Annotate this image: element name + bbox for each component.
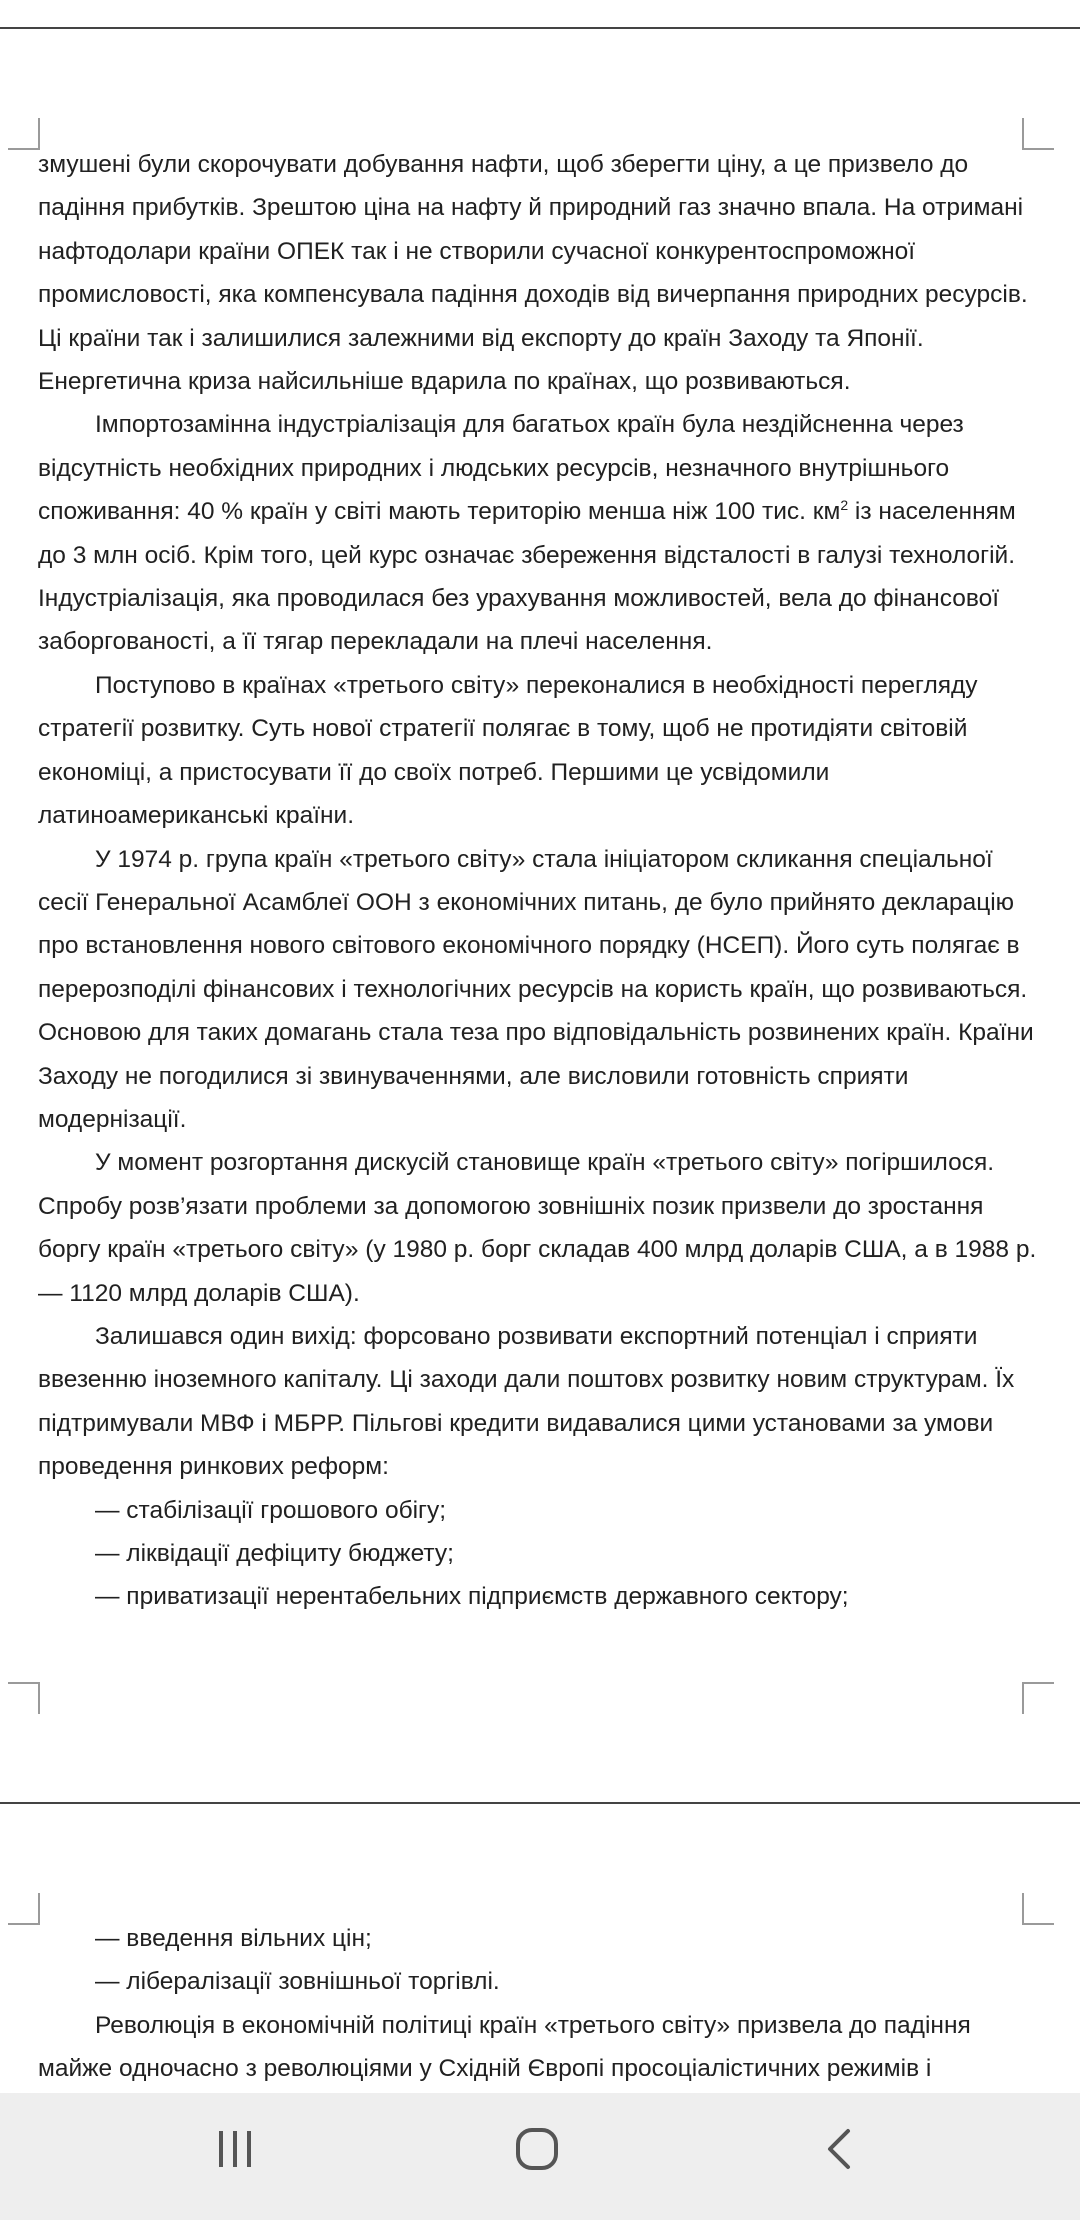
page1-corner-bottom-right	[1022, 1682, 1054, 1714]
page1-corner-top-left	[8, 118, 40, 150]
recent-apps-icon	[213, 2127, 257, 2171]
page2-body	[38, 1917, 1038, 2091]
recent-apps-button[interactable]	[195, 2119, 275, 2179]
list-item: — приватизації нерентабельних підприємств державного сектору;	[95, 1583, 849, 1611]
navigation-bar	[0, 2093, 1080, 2220]
page-separator-top	[0, 27, 1080, 29]
paragraph: Залишався один вихід: форсовано розвивати експортний потенціал і сприяти ввезенню іноземного капіталу. Ці заходи дали поштовх розвитку новим структурам. Їх підтримували МВФ і МБРР. Пільгові кредити видавалися цими установами за умови проведення ринкових реформ:	[38, 1322, 1015, 1481]
back-icon	[820, 2125, 860, 2173]
paragraph: Революція в економічній політиці країн «третього світу» призвела до падіння майже одночасно з революціями у Східній Європі просоціалістичних режимів і	[38, 2011, 971, 2083]
list-item: — лібералізації зовнішньої торгівлі.	[95, 1968, 500, 1996]
paragraph-text: Імпортозамінна індустріалізація для багатьох країн була нездійсненна через відсутність необхідних природних і людських ресурсів, незначного внутрішнього споживання: 40 % країн у світі мають територію менша ніж 100 тис. км	[38, 411, 964, 526]
home-icon	[513, 2125, 561, 2173]
paragraph	[38, 403, 1038, 663]
page2-corner-top-left	[8, 1893, 40, 1925]
paragraph: У момент розгортання дискусій становище країн «третього світу» погіршилося. Спробу розв’язати проблеми за допомогою зовнішніх позик призвели до зростання боргу країн «третього світу» (у 1980 р. борг складав 400 млрд доларів США, а в 1988 р. — 1120 млрд доларів США).	[38, 1149, 1037, 1307]
paragraph: змушені були скорочувати добування нафти, щоб зберегти ціну, а це призвело до падіння прибутків. Зрештою ціна на нафту й природний газ значно впала. На отримані нафтодолари країни ОПЕК так і не створили сучасної конкурентоспроможної промисловості, яка компенсувала падіння доходів від вичерпання природних ресурсів. Ці країни так і залишилися залежними від експорту до країн Заходу та Японії. Енергетична криза найсильніше вдарила по країнах, що розвиваються.	[38, 151, 1028, 396]
list-item: — ліквідації дефіциту бюджету;	[95, 1540, 454, 1567]
paragraph: У 1974 р. група країн «третього світу» стала ініціатором скликання спеціальної сесії Генеральної Асамблеї ООН з економічних питань, де було прийнято декларацію про встановлення нового світового економічного порядку (НСЕП). Його суть полягає в перерозподілі фінансових і технологічних ресурсів на користь країн, що розвиваються. Основою для таких домагань стала теза про відповідальність розвинених країн. Країни Заходу не погодилися зі звинуваченнями, але висловили готовність сприяти модернізації.	[38, 845, 1034, 1133]
list-item: — введення вільних цін;	[95, 1925, 372, 1952]
page-separator-middle	[0, 1802, 1080, 1804]
list-item: — стабілізації грошового обігу;	[95, 1496, 447, 1524]
paragraph-text: із населенням до 3 млн осіб. Крім того, цей курс означає збереження відсталості в галузі технологій. Індустріалізація, яка проводилася без урахування можливостей, вела до фінансової заборгованості, а її тягар перекладали на плечі населення.	[38, 498, 1016, 656]
page1-body	[38, 143, 1038, 1619]
superscript: 2	[840, 497, 849, 514]
home-button[interactable]	[497, 2119, 577, 2179]
paragraph: Поступово в країнах «третього світу» переконалися в необхідності перегляду стратегії розвитку. Суть нової стратегії полягає в тому, щоб не протидіяти світовій економіці, а пристосувати її до своїх потреб. Першими це усвідомили латиноамериканські країни.	[38, 671, 978, 830]
page1-corner-bottom-left	[8, 1682, 40, 1714]
back-button[interactable]	[800, 2119, 880, 2179]
